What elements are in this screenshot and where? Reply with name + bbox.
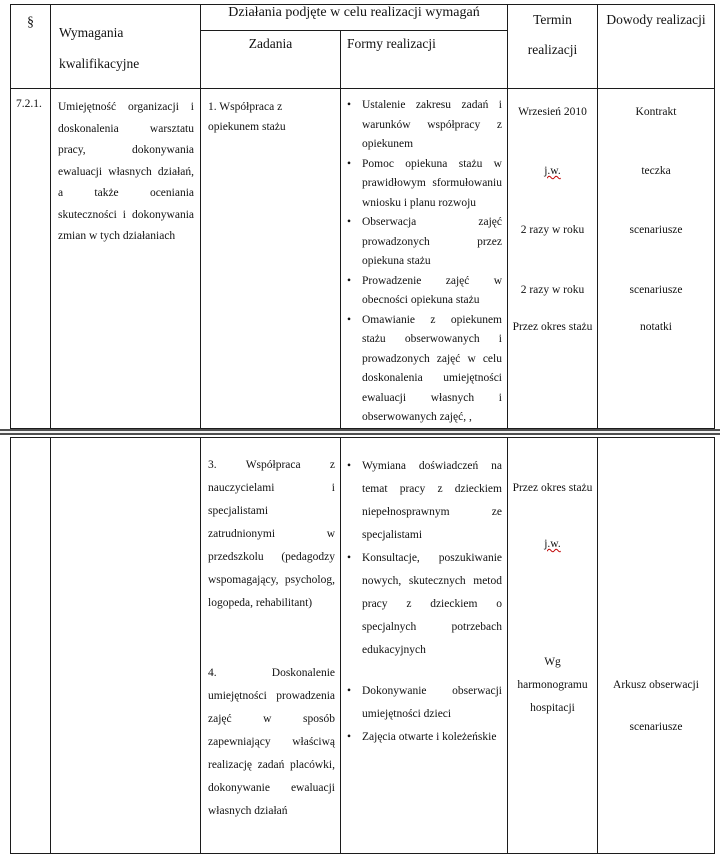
cell-paragraph-number: 7.2.1. bbox=[11, 89, 51, 429]
column-header-forms: Formy realizacji bbox=[341, 31, 508, 89]
cell-evidence bbox=[598, 438, 715, 854]
cell-requirement-text: Umiejętność organizacji i doskonalenia warsztatu pracy, dokonywania ewaluacji własnych działań, a także oceniania skuteczności i dokonywania zmian w tych działaniach bbox=[51, 89, 201, 429]
bullet-icon: • bbox=[347, 216, 352, 228]
form-text: Obserwacja zajęć prowadzonych przez opiekuna stażu bbox=[362, 216, 502, 267]
column-header-requirements: Wymagania kwalifikacyjne bbox=[51, 5, 201, 89]
task-4-text: 4. Doskonalenie umiejętności prowadzenia zajęć w sposób zapewniający właściwą realizację zadań placówki, dokonywanie ewaluacji własnych działań bbox=[208, 667, 335, 817]
deadline-entry: Przez okres stażu bbox=[512, 321, 593, 333]
deadline-entry: 2 razy w roku bbox=[520, 224, 585, 236]
deadline-entry: Wg harmonogramu hospitacji bbox=[517, 656, 588, 714]
bullet-icon: • bbox=[347, 685, 352, 697]
list-item bbox=[341, 213, 504, 272]
page-break-divider bbox=[0, 429, 720, 435]
development-plan-table-page2 bbox=[10, 437, 715, 854]
deadline-entry: Przez okres stażu bbox=[512, 482, 593, 494]
form-text: Ustalenie zakresu zadań i warunków współpracy z opiekunem bbox=[362, 99, 502, 150]
list-item bbox=[341, 726, 504, 749]
table-row bbox=[11, 438, 715, 854]
cell-tasks bbox=[201, 438, 341, 854]
cell-paragraph-empty bbox=[11, 438, 51, 854]
evidence-entry: scenariusze bbox=[629, 224, 683, 236]
column-header-deadline: Termin realizacji bbox=[508, 5, 598, 89]
bullet-icon: • bbox=[347, 460, 352, 472]
task-3-text: 3. Współpraca z nauczycielami i specjalistami zatrudnionymi w przedszkolu (pedagodzy wspomagający, psycholog, logopeda, rehabilitant) bbox=[208, 459, 335, 609]
column-header-actions-group: Działania podjęte w celu realizacji wymagań bbox=[201, 5, 508, 31]
evidence-entry: scenariusze bbox=[629, 721, 683, 733]
table-row bbox=[11, 89, 715, 429]
column-header-tasks: Zadania bbox=[201, 31, 341, 89]
bullet-icon: • bbox=[347, 313, 352, 326]
cell-deadlines bbox=[508, 89, 598, 429]
list-item bbox=[341, 455, 504, 547]
evidence-entry: notatki bbox=[640, 321, 672, 333]
column-header-paragraph: § bbox=[11, 5, 51, 89]
list-item bbox=[341, 272, 504, 311]
form-text: Konsultacje, poszukiwanie nowych, skutecznych metod pracy z dzieckiem o specjalnych potrzebach edukacyjnych bbox=[362, 552, 502, 656]
list-item bbox=[341, 155, 504, 214]
bullet-icon: • bbox=[347, 552, 352, 564]
form-text: Dokonywanie obserwacji umiejętności dzieci bbox=[362, 685, 502, 720]
form-text: Prowadzenie zajęć w obecności opiekuna stażu bbox=[362, 274, 502, 306]
development-plan-table-page1 bbox=[10, 4, 715, 429]
evidence-entry: Arkusz obserwacji bbox=[613, 679, 699, 691]
cell-deadlines bbox=[508, 438, 598, 854]
bullet-icon: • bbox=[347, 274, 352, 287]
column-header-evidence: Dowody realizacji bbox=[598, 5, 715, 89]
cell-evidence bbox=[598, 89, 715, 429]
deadline-entry: Wrzesień 2010 bbox=[518, 106, 587, 118]
evidence-entry: Kontrakt bbox=[635, 106, 677, 118]
form-text: Zajęcia otwarte i koleżeńskie bbox=[362, 731, 497, 743]
form-text: Omawianie z opiekunem stażu obserwowanych i prowadzonych zajęć w celu doskonalenia umiejętności ewaluacji własnych i obserwowanych zajęć, , bbox=[362, 313, 502, 423]
cell-forms-list bbox=[341, 438, 508, 854]
deadline-entry: j.w. bbox=[544, 538, 561, 550]
cell-forms-list bbox=[341, 89, 508, 429]
list-item bbox=[341, 96, 504, 155]
deadline-entry: j.w. bbox=[544, 165, 561, 177]
form-text: Wymiana doświadczeń na temat pracy z dzieckiem niepełnosprawnym ze specjalistami bbox=[362, 460, 502, 541]
bullet-icon: • bbox=[347, 157, 352, 170]
bullet-icon: • bbox=[347, 731, 352, 743]
form-text: Pomoc opiekuna stażu w prawidłowym sformułowaniu wniosku i planu rozwoju bbox=[362, 157, 502, 209]
list-item bbox=[341, 680, 504, 726]
cell-task-1: 1. Współpraca z opiekunem stażu bbox=[201, 89, 341, 429]
evidence-entry: teczka bbox=[641, 165, 671, 177]
list-item bbox=[341, 547, 504, 662]
cell-requirements-empty bbox=[51, 438, 201, 854]
list-item bbox=[341, 311, 504, 428]
bullet-icon: • bbox=[347, 99, 352, 111]
evidence-entry: scenariusze bbox=[629, 284, 683, 296]
deadline-entry: 2 razy w roku bbox=[520, 284, 585, 296]
